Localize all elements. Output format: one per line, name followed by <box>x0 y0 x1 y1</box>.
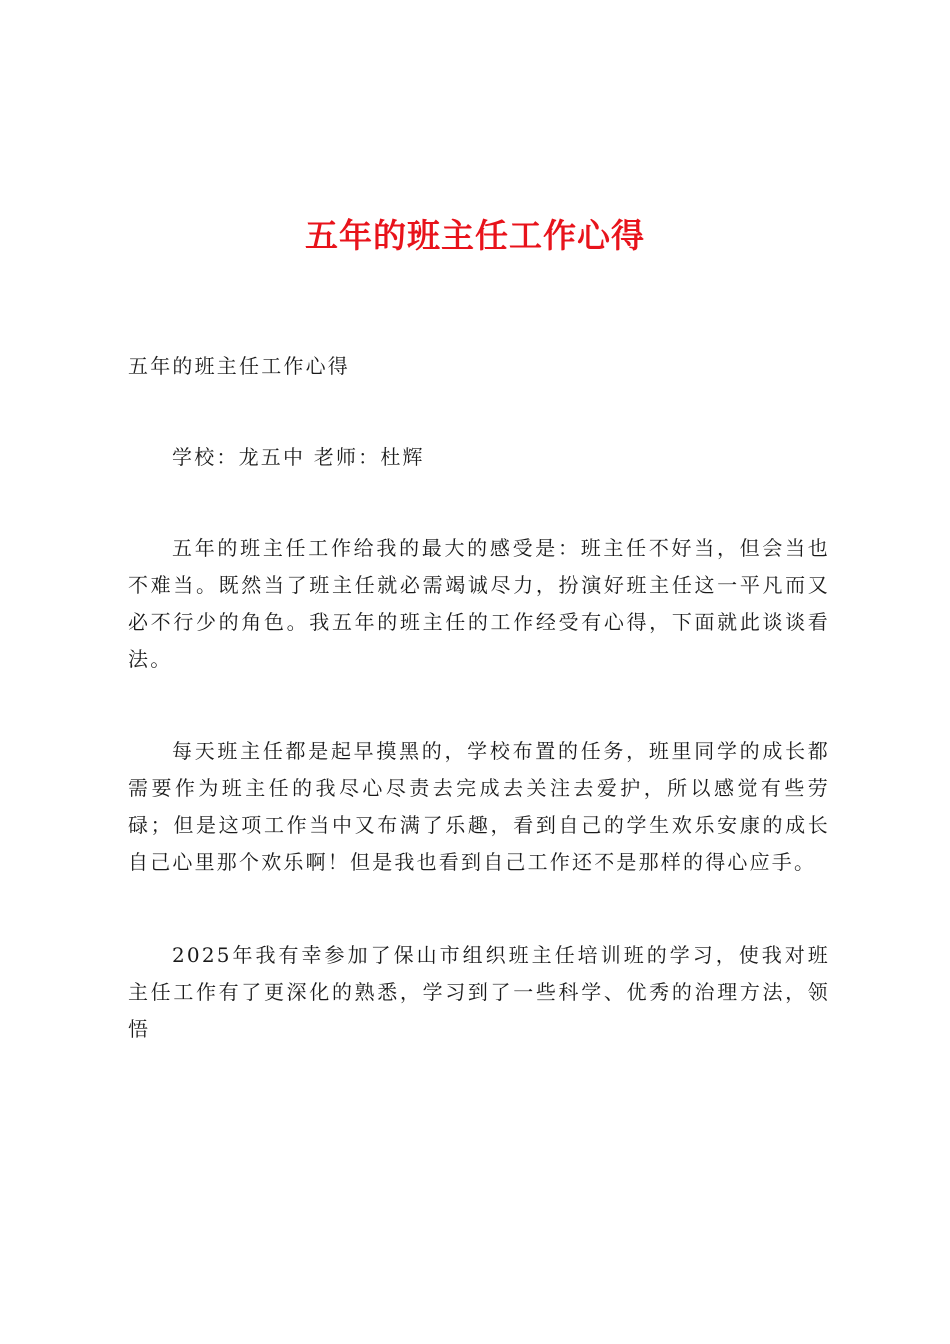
body-paragraph: 五年的班主任工作给我的最大的感受是：班主任不好当，但会当也不难当。既然当了班主任就必需竭诚尽力，扮演好班主任这一平凡而又必不行少的角色。我五年的班主任的工作经受有心得，下面就此谈谈看法。 <box>128 536 830 671</box>
document-subtitle: 五年的班主任工作心得 <box>128 354 350 378</box>
document-title: 五年的班主任工作心得 <box>305 216 645 255</box>
body-paragraph: 2025年我有幸参加了保山市组织班主任培训班的学习，使我对班主任工作有了更深化的熟悉，学习到了一些科学、优秀的治理方法，领悟 <box>128 943 830 1041</box>
body-paragraph: 每天班主任都是起早摸黑的，学校布置的任务，班里同学的成长都需要作为班主任的我尽心尽责去完成去关注去爱护，所以感觉有些劳碌；但是这项工作当中又布满了乐趣，看到自己的学生欢乐安康的成长自己心里那个欢乐啊！但是我也看到自己工作还不是那样的得心应手。 <box>128 739 830 874</box>
document-body <box>128 348 830 1048</box>
author-meta-line: 学校：龙五中 老师：杜辉 <box>172 445 425 469</box>
